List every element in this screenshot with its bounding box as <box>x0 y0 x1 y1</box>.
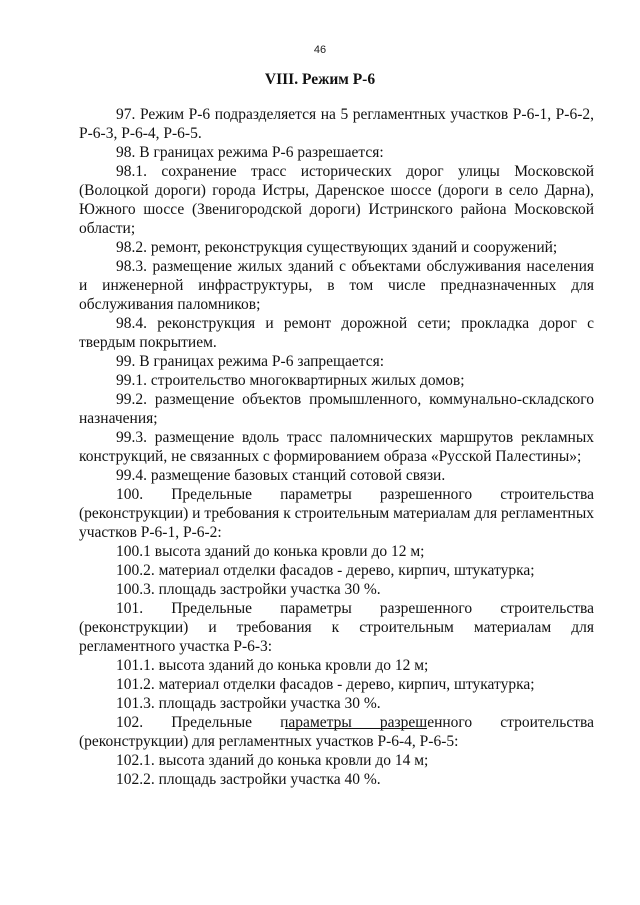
page-number: 46 <box>313 44 327 56</box>
paragraph-99-1: 99.1. строительство многоквартирных жилых домов; <box>116 372 465 389</box>
paragraph-97: 97. Режим Р-6 подразделяется на 5 регламентных участков Р-6-1, Р-6-2, Р-6-3, Р-6-4, Р-6-5. <box>79 106 594 142</box>
paragraph-102: 102. Предельные параметры разрешенного строительства (реконструкции) для регламентных участков Р-6-4, Р-6-5: <box>79 714 594 750</box>
paragraph-101: 101. Предельные параметры разрешенного строительства (реконструкции) и требования к строительным материалам для регламентного участка Р-6-3: <box>79 600 594 655</box>
paragraph-99-4: 99.4. размещение базовых станций сотовой связи. <box>116 467 446 484</box>
end-separator-line <box>285 728 427 729</box>
paragraph-98-4: 98.4. реконструкция и ремонт дорожной сети; прокладка дорог с твердым покрытием. <box>79 315 594 351</box>
paragraph-100-3: 100.3. площадь застройки участка 30 %. <box>116 581 381 598</box>
paragraph-98-1: 98.1. сохранение трасс исторических дорог улицы Московской (Волоцкой дороги) города Истры, Даренское шоссе (дороги в село Дарна), Южного шоссе (Звенигородской дороги) Истринского района Московской области; <box>79 163 594 237</box>
paragraph-102-2: 102.2. площадь застройки участка 40 %. <box>116 771 381 788</box>
paragraph-101-3: 101.3. площадь застройки участка 30 %. <box>116 695 381 712</box>
document-body <box>79 105 594 789</box>
paragraph-100-2: 100.2. материал отделки фасадов - дерево, кирпич, штукатурка; <box>116 562 535 579</box>
paragraph-99-2: 99.2. размещение объектов промышленного, коммунально-складского назначения; <box>79 391 594 427</box>
paragraph-98: 98. В границах режима Р-6 разрешается: <box>116 144 384 161</box>
paragraph-100-1: 100.1 высота зданий до конька кровли до 12 м; <box>116 543 425 560</box>
paragraph-99-3: 99.3. размещение вдоль трасс паломнических маршрутов рекламных конструкций, не связанных с формированием образа «Русской Палестины»; <box>79 429 594 465</box>
paragraph-99: 99. В границах режима Р-6 запрещается: <box>116 353 385 370</box>
section-title: VIII. Режим Р-6 <box>264 71 376 88</box>
paragraph-98-3: 98.3. размещение жилых зданий с объектами обслуживания населения и инженерной инфраструктуры, в том числе предназначенных для обслуживания паломников; <box>79 258 594 313</box>
paragraph-101-1: 101.1. высота зданий до конька кровли до 12 м; <box>116 657 429 674</box>
paragraph-100: 100. Предельные параметры разрешенного строительства (реконструкции) и требования к строительным материалам для регламентных участков Р-6-1, Р-6-2: <box>79 486 594 541</box>
paragraph-98-2: 98.2. ремонт, реконструкция существующих зданий и сооружений; <box>116 239 558 256</box>
paragraph-101-2: 101.2. материал отделки фасадов - дерево, кирпич, штукатурка; <box>116 676 535 693</box>
paragraph-102-1: 102.1. высота зданий до конька кровли до 14 м; <box>116 752 429 769</box>
